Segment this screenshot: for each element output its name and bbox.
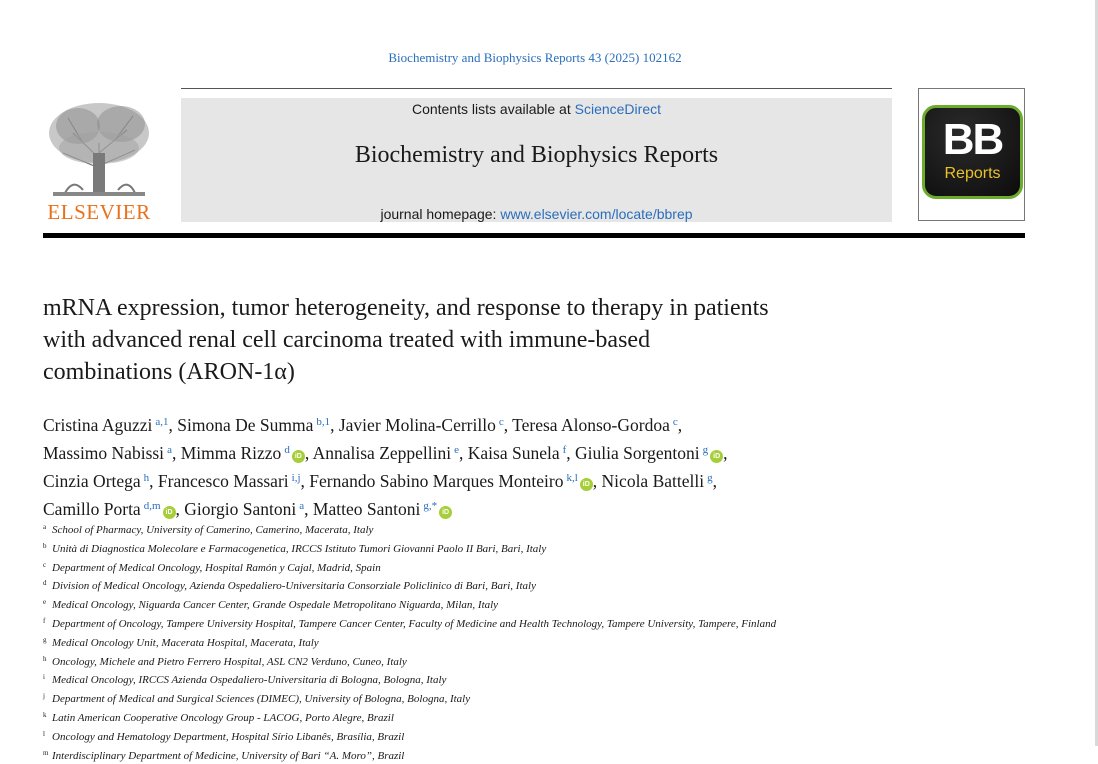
author-name[interactable]: Simona De Summa: [177, 415, 314, 435]
affiliation-item: [43, 670, 943, 689]
orcid-icon[interactable]: iD: [580, 478, 593, 491]
author-name[interactable]: Camillo Porta: [43, 499, 141, 519]
author-separator: ,: [592, 471, 602, 491]
elsevier-wordmark: ELSEVIER: [47, 200, 151, 224]
author-name[interactable]: Massimo Nabissi: [43, 443, 165, 463]
affiliation-marker[interactable]: c: [672, 416, 678, 428]
contents-availability: [181, 101, 892, 117]
affiliation-letter: h: [43, 654, 47, 663]
affiliation-text: Medical Oncology, Niguarda Cancer Center, Grande Ospedale Metropolitano Niguarda, Milan, Italy: [52, 599, 499, 612]
author-name[interactable]: Francesco Massari: [157, 471, 289, 491]
affiliation-item: [43, 539, 943, 558]
affiliation-item: [43, 558, 943, 577]
journal-name: Biochemistry and Biophysics Reports: [354, 142, 719, 168]
affiliation-marker[interactable]: k,l: [566, 472, 578, 484]
affiliation-letter: f: [43, 616, 46, 625]
affiliation-marker[interactable]: a,1: [155, 416, 169, 428]
author-separator: ,: [723, 443, 728, 463]
affiliation-marker[interactable]: g,*: [423, 500, 438, 512]
article-title: [43, 292, 923, 388]
affiliation-marker[interactable]: f: [562, 444, 567, 456]
affiliation-marker[interactable]: i,j: [291, 472, 301, 484]
affiliation-item: [43, 727, 943, 746]
orcid-icon[interactable]: iD: [163, 506, 176, 519]
affiliation-letter: g: [43, 635, 47, 644]
affiliation-item: [43, 652, 943, 671]
affiliation-text: Medical Oncology, IRCCS Azienda Ospedaliero-Universitaria di Bologna, Bologna, Italy: [52, 674, 447, 687]
affiliation-item: [43, 576, 943, 595]
author-separator: ,: [330, 415, 339, 435]
affiliation-letter: k: [43, 710, 47, 719]
journal-homepage: [181, 206, 892, 222]
author-separator: ,: [175, 499, 185, 519]
author-separator: ,: [300, 471, 310, 491]
affiliation-letter: b: [43, 541, 47, 550]
journal-banner: [181, 98, 892, 222]
author-separator: ,: [304, 443, 313, 463]
affiliation-marker[interactable]: a: [299, 500, 305, 512]
top-rule: [181, 88, 892, 89]
affiliation-item: [43, 595, 943, 614]
affiliation-item: [43, 708, 943, 727]
affiliation-marker[interactable]: h: [143, 472, 150, 484]
affiliation-letter: e: [43, 598, 47, 607]
author-name[interactable]: Javier Molina-Cerrillo: [338, 415, 496, 435]
affiliation-text: Interdisciplinary Department of Medicine, University of Bari “A. Moro”, Brazil: [52, 749, 405, 762]
bb-reports-logo: [922, 105, 1023, 199]
affiliation-letter: m: [43, 748, 49, 757]
affiliation-item: [43, 614, 943, 633]
author-list: [43, 410, 943, 522]
cover-bb-text: BB: [942, 115, 1003, 164]
affiliation-marker[interactable]: g: [707, 472, 713, 484]
affiliation-text: Department of Oncology, Tampere University Hospital, Tampere Cancer Center, Faculty of Medicine and Health Technology, Tampere University, Tampere, Finland: [52, 617, 777, 630]
author-name[interactable]: Annalisa Zeppellini: [312, 443, 452, 463]
affiliation-letter: i: [43, 673, 45, 682]
affiliation-marker[interactable]: e: [454, 444, 460, 456]
author-name[interactable]: Mimma Rizzo: [180, 443, 282, 463]
cover-reports-text: Reports: [944, 165, 1001, 182]
affiliation-marker[interactable]: d: [284, 444, 290, 456]
affiliation-letter: a: [43, 523, 47, 531]
author-line: [43, 438, 943, 466]
author-name[interactable]: Cinzia Ortega: [43, 471, 141, 491]
orcid-icon[interactable]: iD: [439, 506, 452, 519]
orcid-icon[interactable]: iD: [710, 450, 723, 463]
author-line: [43, 410, 943, 438]
affiliation-marker[interactable]: c: [498, 416, 504, 428]
author-name[interactable]: Giorgio Santoni: [184, 499, 297, 519]
author-separator: ,: [459, 443, 468, 463]
affiliation-text: Oncology, Michele and Pietro Ferrero Hospital, ASL CN2 Verduno, Cuneo, Italy: [52, 655, 407, 668]
title-line: mRNA expression, tumor heterogeneity, and response to therapy in patients: [43, 295, 769, 321]
author-separator: ,: [304, 499, 313, 519]
affiliation-marker[interactable]: a: [167, 444, 172, 456]
affiliation-letter: j: [43, 692, 45, 701]
title-line: with advanced renal cell carcinoma treated with immune-based: [43, 327, 651, 353]
elsevier-tree-icon: [43, 98, 155, 198]
author-separator: ,: [149, 471, 158, 491]
affiliation-marker[interactable]: g: [702, 444, 709, 456]
author-separator: ,: [712, 471, 717, 491]
contents-prefix: Contents lists available at: [411, 101, 575, 117]
affiliation-text: Division of Medical Oncology, Azienda Ospedaliero-Universitaria Consorziale Policlinico di Bari, Bari, Italy: [52, 580, 536, 593]
affiliation-letter: l: [43, 729, 45, 738]
affiliation-text: School of Pharmacy, University of Camerino, Camerino, Macerata, Italy: [52, 524, 374, 536]
author-separator: ,: [503, 415, 513, 435]
affiliation-item: [43, 520, 943, 539]
author-name[interactable]: Nicola Battelli: [601, 471, 705, 491]
affiliation-text: Medical Oncology Unit, Macerata Hospital, Macerata, Italy: [52, 636, 319, 649]
affiliation-list: [43, 520, 943, 764]
affiliation-marker[interactable]: d,m: [143, 500, 161, 512]
author-separator: ,: [677, 415, 683, 435]
journal-cover[interactable]: [918, 88, 1025, 221]
author-name[interactable]: Kaisa Sunela: [467, 443, 560, 463]
affiliation-item: [43, 746, 943, 764]
affiliation-item: [43, 633, 943, 652]
homepage-prefix: journal homepage:: [380, 206, 501, 222]
affiliation-item: [43, 689, 943, 708]
sciencedirect-link[interactable]: ScienceDirect: [574, 101, 661, 117]
affiliation-text: Latin American Cooperative Oncology Group - LACOG, Porto Alegre, Brazil: [52, 711, 394, 724]
affiliation-text: Department of Medical Oncology, Hospital Ramón y Cajal, Madrid, Spain: [52, 561, 381, 574]
author-separator: ,: [171, 443, 181, 463]
affiliation-letter: c: [43, 560, 47, 569]
affiliation-letter: d: [43, 579, 47, 588]
author-separator: ,: [168, 415, 178, 435]
author-line: [43, 494, 943, 522]
orcid-icon[interactable]: iD: [292, 450, 305, 463]
affiliation-text: Department of Medical and Surgical Sciences (DIMEC), University of Bologna, Bologna, Italy: [52, 693, 471, 706]
author-name[interactable]: Cristina Aguzzi: [43, 415, 153, 435]
affiliation-text: Unità di Diagnostica Molecolare e Farmacogenetica, IRCCS Istituto Tumori Giovanni Paolo II Bari, Bari, Italy: [52, 542, 547, 555]
elsevier-logo: [43, 98, 155, 225]
author-line: [43, 466, 943, 494]
author-name[interactable]: Teresa Alonso-Gordoa: [512, 415, 670, 435]
header-divider: [43, 233, 1025, 238]
author-name[interactable]: Fernando Sabino Marques Monteiro: [309, 471, 564, 491]
journal-reference-link[interactable]: Biochemistry and Biophysics Reports 43 (2025) 102162: [388, 50, 682, 65]
affiliation-marker[interactable]: b,1: [316, 416, 331, 428]
homepage-link[interactable]: www.elsevier.com/locate/bbrep: [500, 206, 693, 222]
title-line: combinations (ARON-1α): [43, 359, 295, 385]
author-separator: ,: [566, 443, 576, 463]
author-name[interactable]: Giulia Sorgentoni: [575, 443, 700, 463]
author-name[interactable]: Matteo Santoni: [312, 499, 421, 519]
affiliation-text: Oncology and Hematology Department, Hospital Sírio Libanês, Brasília, Brazil: [52, 730, 405, 743]
